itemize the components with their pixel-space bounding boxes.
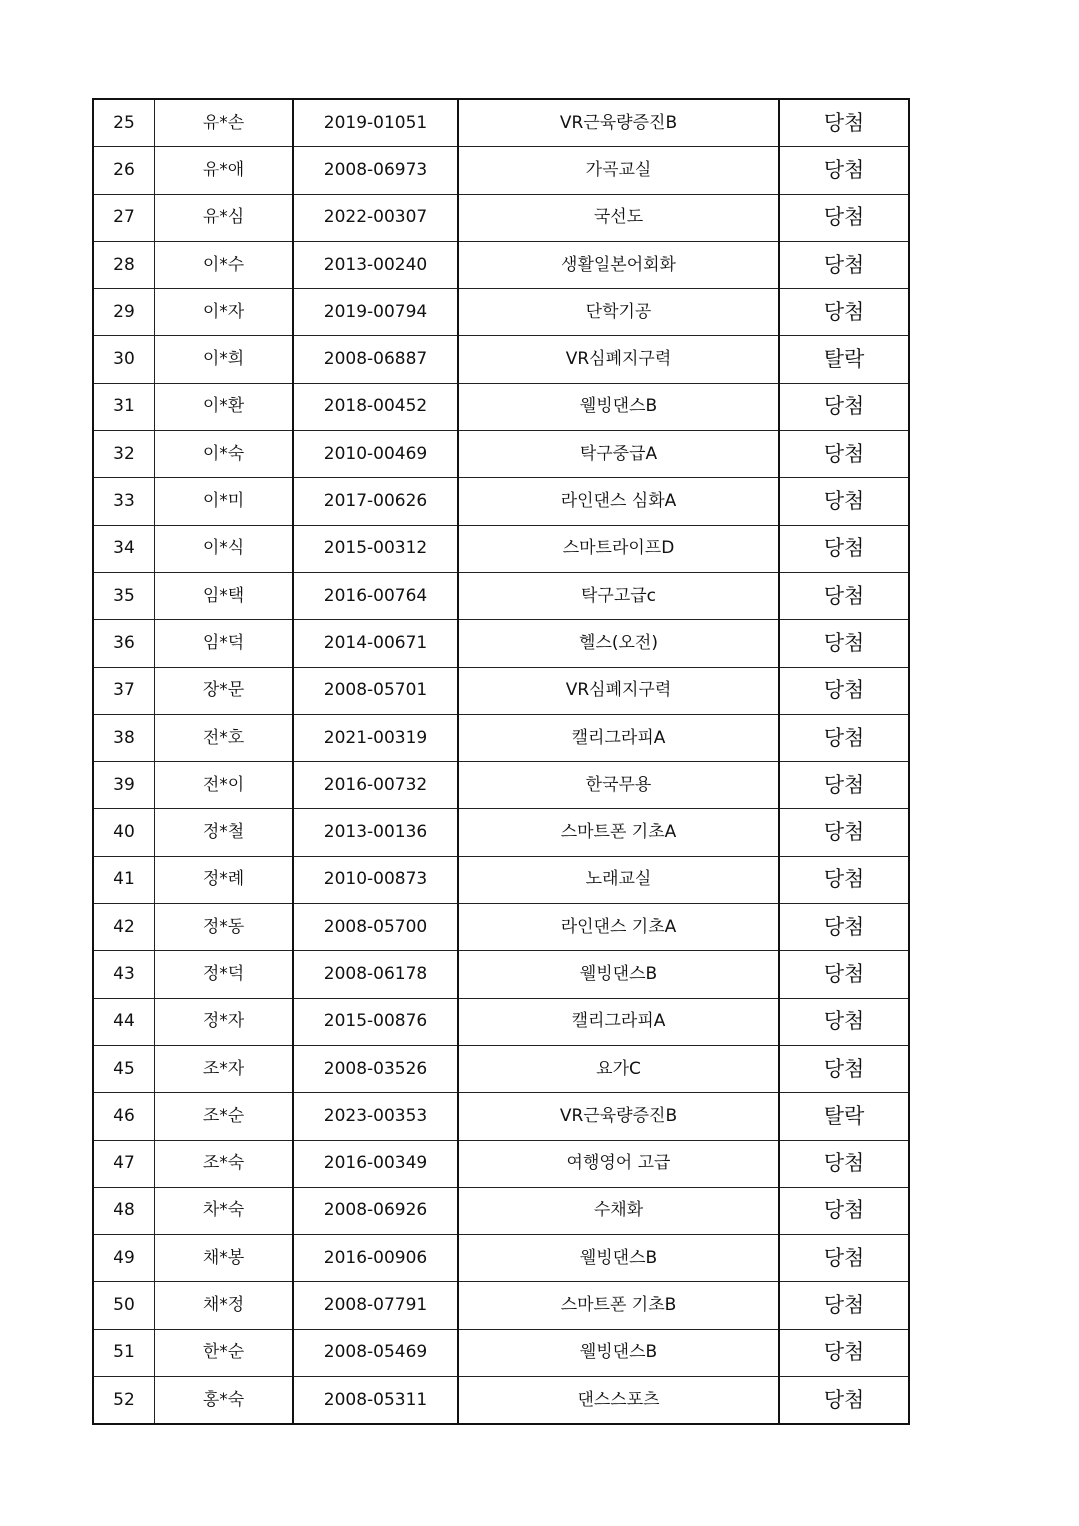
- member-name-cell: 전*호: [155, 714, 294, 761]
- course-name-cell: VR심폐지구력: [458, 667, 779, 714]
- course-name-cell: 탁구중급A: [458, 431, 779, 478]
- course-name-cell: 웰빙댄스B: [458, 1329, 779, 1376]
- row-number-cell: 29: [93, 289, 155, 336]
- course-name-cell: 스마트폰 기초B: [458, 1282, 779, 1329]
- course-name-cell: 헬스(오전): [458, 620, 779, 667]
- course-name-cell: 한국무용: [458, 762, 779, 809]
- table-row: [93, 194, 909, 241]
- member-name-cell: 이*희: [155, 336, 294, 383]
- course-name-cell: VR심폐지구력: [458, 336, 779, 383]
- result-cell: 당첨: [779, 478, 909, 525]
- table-row: [93, 431, 909, 478]
- table-row: [93, 620, 909, 667]
- result-cell: 당첨: [779, 951, 909, 998]
- member-name-cell: 임*택: [155, 572, 294, 619]
- member-id-cell: 2008-07791: [293, 1282, 458, 1329]
- result-cell: 당첨: [779, 147, 909, 194]
- result-cell: 당첨: [779, 667, 909, 714]
- member-name-cell: 정*동: [155, 904, 294, 951]
- member-id-cell: 2008-05701: [293, 667, 458, 714]
- member-name-cell: 정*덕: [155, 951, 294, 998]
- table-row: [93, 856, 909, 903]
- result-cell: 탈락: [779, 336, 909, 383]
- row-number-cell: 31: [93, 383, 155, 430]
- course-name-cell: 수채화: [458, 1187, 779, 1234]
- course-name-cell: 웰빙댄스B: [458, 951, 779, 998]
- table-row: [93, 572, 909, 619]
- member-id-cell: 2014-00671: [293, 620, 458, 667]
- row-number-cell: 51: [93, 1329, 155, 1376]
- member-name-cell: 전*이: [155, 762, 294, 809]
- table-row: [93, 762, 909, 809]
- table-row: [93, 1093, 909, 1140]
- member-name-cell: 홍*숙: [155, 1377, 294, 1425]
- table-row: [93, 1187, 909, 1234]
- course-name-cell: 요가C: [458, 1045, 779, 1092]
- member-name-cell: 한*순: [155, 1329, 294, 1376]
- member-id-cell: 2017-00626: [293, 478, 458, 525]
- member-name-cell: 유*손: [155, 99, 294, 147]
- member-id-cell: 2016-00349: [293, 1140, 458, 1187]
- course-name-cell: 탁구고급c: [458, 572, 779, 619]
- result-cell: 당첨: [779, 856, 909, 903]
- member-id-cell: 2008-05469: [293, 1329, 458, 1376]
- row-number-cell: 42: [93, 904, 155, 951]
- result-cell: 당첨: [779, 525, 909, 572]
- member-name-cell: 이*식: [155, 525, 294, 572]
- table-row: [93, 1235, 909, 1282]
- course-name-cell: 스마트폰 기초A: [458, 809, 779, 856]
- table-row: [93, 1377, 909, 1425]
- member-id-cell: 2021-00319: [293, 714, 458, 761]
- result-cell: 당첨: [779, 809, 909, 856]
- row-number-cell: 40: [93, 809, 155, 856]
- result-cell: 당첨: [779, 998, 909, 1045]
- member-id-cell: 2019-00794: [293, 289, 458, 336]
- member-name-cell: 임*덕: [155, 620, 294, 667]
- table-row: [93, 99, 909, 147]
- row-number-cell: 33: [93, 478, 155, 525]
- table-row: [93, 998, 909, 1045]
- member-id-cell: 2015-00312: [293, 525, 458, 572]
- member-id-cell: 2008-06973: [293, 147, 458, 194]
- result-cell: 당첨: [779, 572, 909, 619]
- row-number-cell: 35: [93, 572, 155, 619]
- course-name-cell: 국선도: [458, 194, 779, 241]
- course-name-cell: 댄스스포츠: [458, 1377, 779, 1425]
- member-id-cell: 2016-00906: [293, 1235, 458, 1282]
- member-id-cell: 2008-05700: [293, 904, 458, 951]
- result-cell: 당첨: [779, 1045, 909, 1092]
- member-id-cell: 2022-00307: [293, 194, 458, 241]
- course-name-cell: 생활일본어회화: [458, 241, 779, 288]
- result-cell: 당첨: [779, 1377, 909, 1425]
- member-name-cell: 채*봉: [155, 1235, 294, 1282]
- member-name-cell: 차*숙: [155, 1187, 294, 1234]
- member-id-cell: 2018-00452: [293, 383, 458, 430]
- member-id-cell: 2010-00469: [293, 431, 458, 478]
- member-id-cell: 2016-00764: [293, 572, 458, 619]
- table-row: [93, 1282, 909, 1329]
- row-number-cell: 52: [93, 1377, 155, 1425]
- table-row: [93, 667, 909, 714]
- result-cell: 당첨: [779, 1329, 909, 1376]
- table-row: [93, 241, 909, 288]
- result-cell: 당첨: [779, 1140, 909, 1187]
- course-name-cell: 웰빙댄스B: [458, 1235, 779, 1282]
- member-id-cell: 2023-00353: [293, 1093, 458, 1140]
- row-number-cell: 48: [93, 1187, 155, 1234]
- member-name-cell: 유*애: [155, 147, 294, 194]
- row-number-cell: 41: [93, 856, 155, 903]
- member-name-cell: 정*철: [155, 809, 294, 856]
- member-id-cell: 2013-00240: [293, 241, 458, 288]
- course-name-cell: 캘리그라피A: [458, 714, 779, 761]
- table-row: [93, 809, 909, 856]
- member-name-cell: 이*미: [155, 478, 294, 525]
- member-name-cell: 유*심: [155, 194, 294, 241]
- course-name-cell: VR근육량증진B: [458, 99, 779, 147]
- member-id-cell: 2008-03526: [293, 1045, 458, 1092]
- course-name-cell: 가곡교실: [458, 147, 779, 194]
- table-row: [93, 1140, 909, 1187]
- row-number-cell: 44: [93, 998, 155, 1045]
- member-name-cell: 조*숙: [155, 1140, 294, 1187]
- result-cell: 당첨: [779, 714, 909, 761]
- member-name-cell: 채*정: [155, 1282, 294, 1329]
- result-cell: 당첨: [779, 1187, 909, 1234]
- result-cell: 당첨: [779, 1235, 909, 1282]
- course-name-cell: 노래교실: [458, 856, 779, 903]
- member-name-cell: 장*문: [155, 667, 294, 714]
- course-name-cell: 단학기공: [458, 289, 779, 336]
- table-row: [93, 1045, 909, 1092]
- member-name-cell: 정*례: [155, 856, 294, 903]
- row-number-cell: 34: [93, 525, 155, 572]
- row-number-cell: 45: [93, 1045, 155, 1092]
- table-row: [93, 478, 909, 525]
- member-id-cell: 2008-05311: [293, 1377, 458, 1425]
- member-name-cell: 정*자: [155, 998, 294, 1045]
- lottery-result-table: [92, 98, 910, 1425]
- table-row: [93, 383, 909, 430]
- row-number-cell: 47: [93, 1140, 155, 1187]
- result-cell: 당첨: [779, 194, 909, 241]
- row-number-cell: 37: [93, 667, 155, 714]
- row-number-cell: 27: [93, 194, 155, 241]
- course-name-cell: 여행영어 고급: [458, 1140, 779, 1187]
- table-row: [93, 951, 909, 998]
- member-id-cell: 2008-06178: [293, 951, 458, 998]
- table-row: [93, 904, 909, 951]
- course-name-cell: 스마트라이프D: [458, 525, 779, 572]
- table-body: [93, 99, 909, 1424]
- result-cell: 당첨: [779, 241, 909, 288]
- row-number-cell: 36: [93, 620, 155, 667]
- row-number-cell: 46: [93, 1093, 155, 1140]
- member-id-cell: 2016-00732: [293, 762, 458, 809]
- result-cell: 당첨: [779, 620, 909, 667]
- row-number-cell: 49: [93, 1235, 155, 1282]
- table-row: [93, 147, 909, 194]
- member-name-cell: 이*자: [155, 289, 294, 336]
- row-number-cell: 32: [93, 431, 155, 478]
- table-row: [93, 525, 909, 572]
- member-id-cell: 2015-00876: [293, 998, 458, 1045]
- member-name-cell: 조*순: [155, 1093, 294, 1140]
- result-cell: 당첨: [779, 1282, 909, 1329]
- row-number-cell: 25: [93, 99, 155, 147]
- table-row: [93, 289, 909, 336]
- member-id-cell: 2008-06887: [293, 336, 458, 383]
- row-number-cell: 38: [93, 714, 155, 761]
- result-cell: 탈락: [779, 1093, 909, 1140]
- course-name-cell: 웰빙댄스B: [458, 383, 779, 430]
- result-cell: 당첨: [779, 383, 909, 430]
- table-row: [93, 1329, 909, 1376]
- member-id-cell: 2019-01051: [293, 99, 458, 147]
- result-cell: 당첨: [779, 99, 909, 147]
- row-number-cell: 26: [93, 147, 155, 194]
- member-name-cell: 이*수: [155, 241, 294, 288]
- result-cell: 당첨: [779, 904, 909, 951]
- member-name-cell: 조*자: [155, 1045, 294, 1092]
- table-row: [93, 714, 909, 761]
- row-number-cell: 50: [93, 1282, 155, 1329]
- table-row: [93, 336, 909, 383]
- result-cell: 당첨: [779, 289, 909, 336]
- row-number-cell: 30: [93, 336, 155, 383]
- row-number-cell: 28: [93, 241, 155, 288]
- member-id-cell: 2013-00136: [293, 809, 458, 856]
- course-name-cell: 라인댄스 기초A: [458, 904, 779, 951]
- course-name-cell: 캘리그라피A: [458, 998, 779, 1045]
- result-cell: 당첨: [779, 762, 909, 809]
- member-name-cell: 이*환: [155, 383, 294, 430]
- result-cell: 당첨: [779, 431, 909, 478]
- member-name-cell: 이*숙: [155, 431, 294, 478]
- course-name-cell: VR근육량증진B: [458, 1093, 779, 1140]
- member-id-cell: 2010-00873: [293, 856, 458, 903]
- member-id-cell: 2008-06926: [293, 1187, 458, 1234]
- row-number-cell: 39: [93, 762, 155, 809]
- course-name-cell: 라인댄스 심화A: [458, 478, 779, 525]
- row-number-cell: 43: [93, 951, 155, 998]
